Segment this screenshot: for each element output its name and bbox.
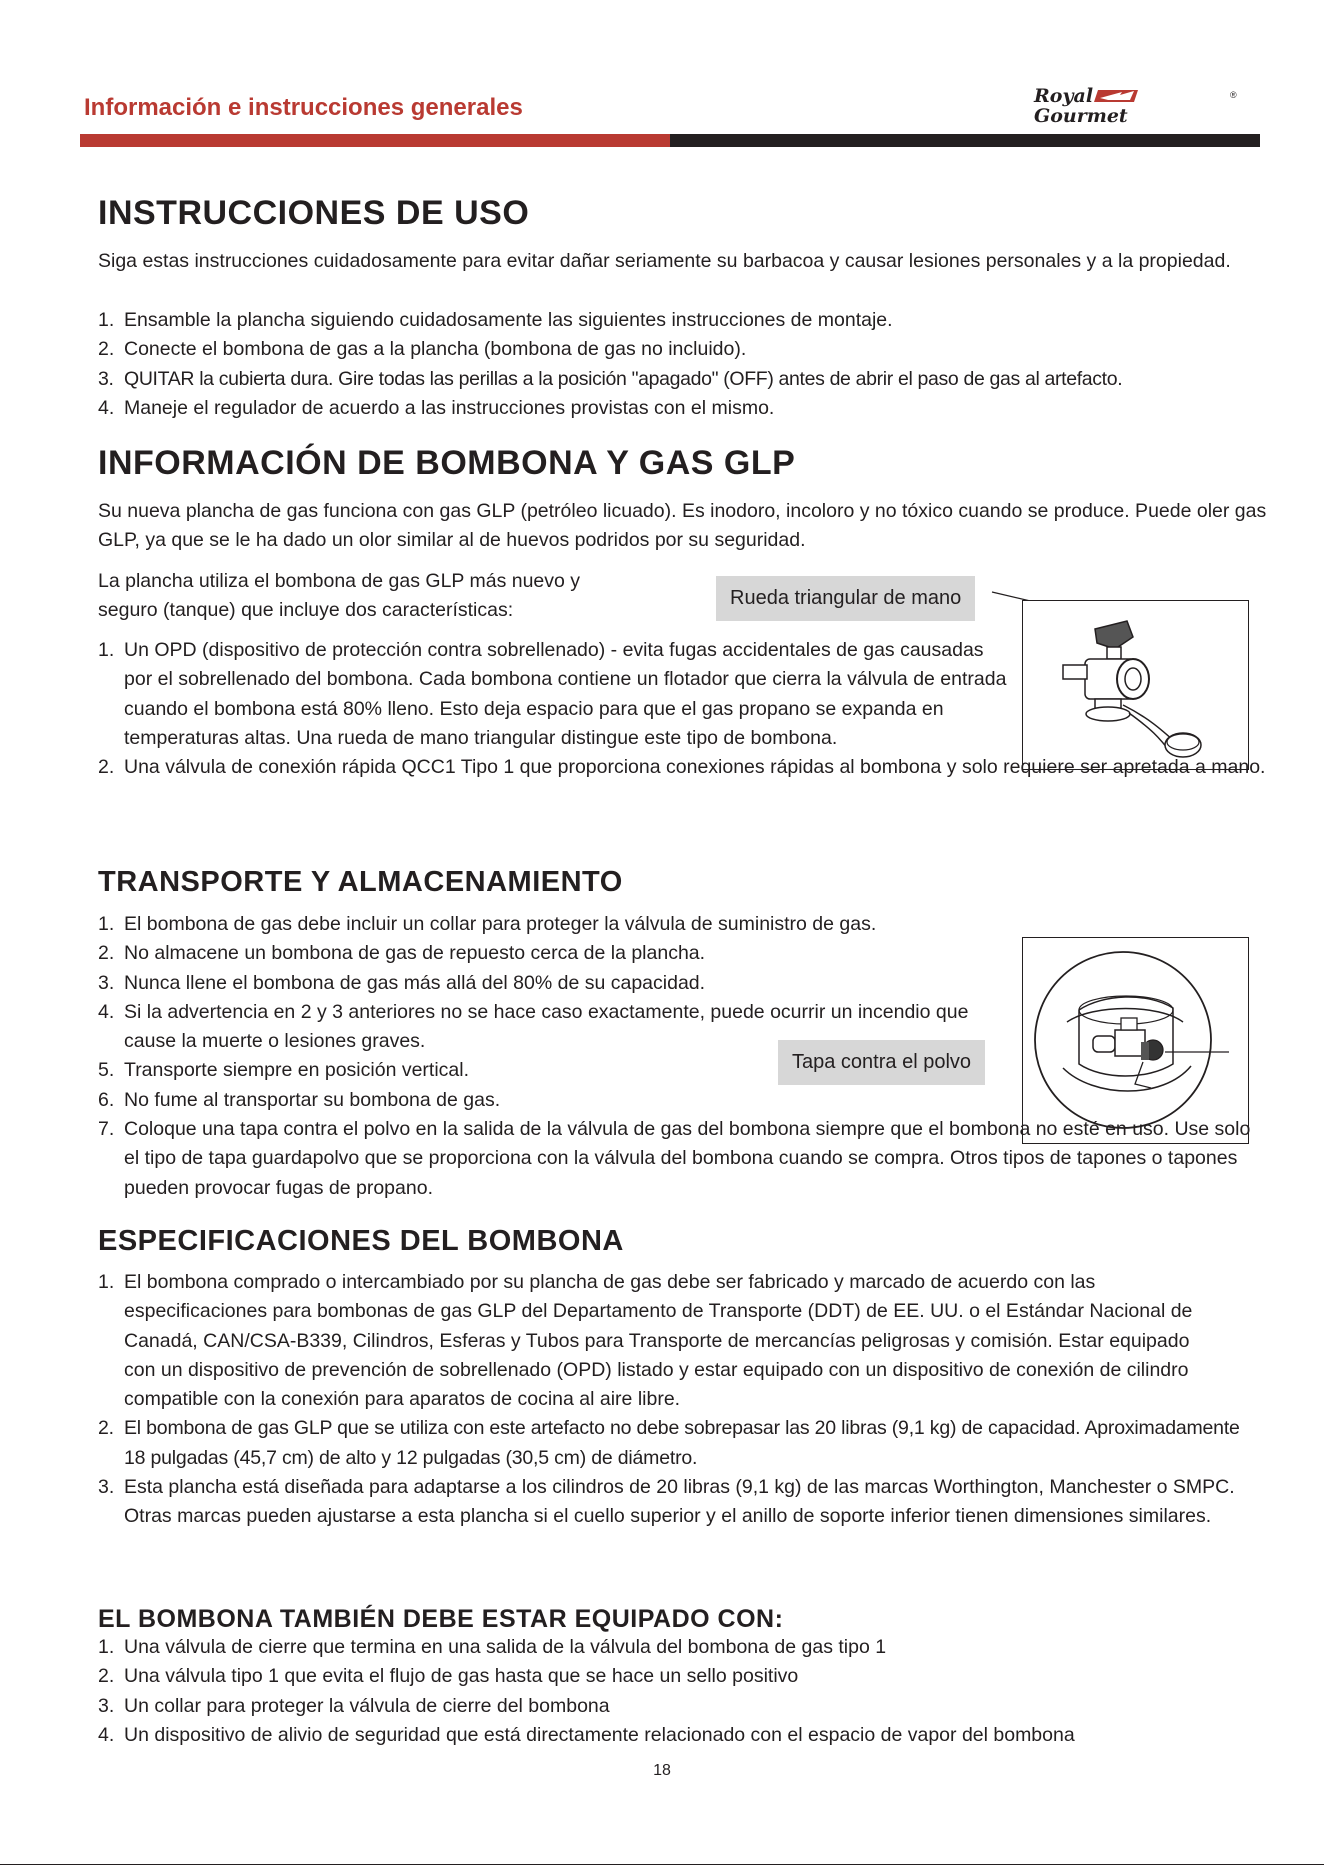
valve-handwheel-illustration	[1023, 601, 1248, 769]
callout-tapa-polvo: Tapa contra el polvo	[778, 1040, 985, 1085]
especificaciones-list	[98, 1268, 1258, 1532]
dust-cap-figure	[1022, 937, 1249, 1144]
header-bar-dark	[670, 134, 1260, 147]
royal-gourmet-logo	[1030, 86, 1250, 126]
list-item: 3. Nunca llene el bombona de gas más allá del 80% de su capacidad.	[98, 971, 706, 994]
list-item: 2. No almacene un bombona de gas de repuesto cerca de la plancha.	[98, 942, 706, 965]
list-item: 3. Un collar para proteger la válvula de cierre del bombona	[98, 1694, 610, 1717]
callout-rueda-triangular: Rueda triangular de mano	[716, 576, 975, 621]
page-number: 18	[653, 1762, 671, 1779]
list-item: 4. Un dispositivo de alivio de seguridad que está directamente relacionado con el espacio de vapor del bombona	[98, 1723, 1075, 1746]
list-item: 7. Coloque una tapa contra el polvo en la salida de la válvula de gas del bombona siempre que el bombona no esté en uso. Use solo el tipo de tapa guardapolvo que se proporciona con la válvula del bombona cuando se compra. Otros tipos de tapones o tapones pueden provocar fugas de propano.	[98, 1118, 1251, 1199]
section-heading-especificaciones: ESPECIFICACIONES DEL BOMBONA	[98, 1225, 624, 1257]
uso-list	[98, 306, 1278, 423]
header-bar-red	[80, 134, 670, 147]
list-item: 3. QUITAR la cubierta dura. Gire todas las perillas a la posición "apagado" (OFF) antes de abrir el paso de gas al artefacto.	[98, 367, 1123, 390]
glp-list	[98, 636, 1266, 782]
uso-intro: Siga estas instrucciones cuidadosamente para evitar dañar seriamente su barbacoa y causar lesiones personales y a la propiedad.	[98, 250, 1231, 272]
glp-intro: Su nueva plancha de gas funciona con gas GLP (petróleo licuado). Es inodoro, incoloro y no tóxico cuando se produce. Puede oler gas GLP, ya que se le ha dado un olor similar al de huevos podridos por su seguridad.	[98, 500, 1267, 552]
section-heading-glp: INFORMACIÓN DE BOMBONA Y GAS GLP	[98, 444, 796, 482]
list-item: 1. Un OPD (dispositivo de protección contra sobrellenado) - evita fugas accidentales de gas causadas por el sobrellenado del bombona. Cada bombona contiene un flotador que cierra la válvula de entrada cuando el bombona está 80% lleno. Esto deja espacio para que el gas propano se expanda en temperaturas altas. Una rueda de mano triangular distingue este tipo de bombona.	[98, 639, 1007, 749]
svg-text:®: ®	[1230, 90, 1237, 100]
list-item: 3. Esta plancha está diseñada para adaptarse a los cilindros de 20 libras (9,1 kg) de las marcas Worthington, Manchester o SMPC. Otras marcas pueden ajustarse a esta plancha si el cuello superior y el anillo de soporte inferior tienen dimensiones similares.	[98, 1476, 1235, 1528]
section-heading-transporte: TRANSPORTE Y ALMACENAMIENTO	[98, 866, 623, 898]
list-item: 5. Transporte siempre en posición vertical.	[98, 1059, 470, 1082]
list-item: 1. El bombona de gas debe incluir un collar para proteger la válvula de suministro de gas.	[98, 913, 877, 935]
list-item: 1. El bombona comprado o intercambiado por su plancha de gas debe ser fabricado y marcado de acuerdo con las especificaciones para bombonas de gas GLP del Departamento de Transporte (DDT) de EE. UU. o el Estándar Nacional de Canadá, CAN/CSA-B339, Cilindros, Esferas y Tubos para Transporte de mercancías peligrosas y comisión. Estar equipado con un dispositivo de prevención de sobrellenado (OPD) listado y estar equipado con un dispositivo de conexión de cilindro compatible con la conexión para aparatos de cocina al aire libre.	[98, 1271, 1193, 1411]
list-item: 2. Una válvula tipo 1 que evita el flujo de gas hasta que se hace un sello positivo	[98, 1665, 799, 1688]
valve-handwheel-figure	[1022, 600, 1249, 770]
list-item: 2. Conecte el bombona de gas a la plancha (bombona de gas no incluido).	[98, 338, 747, 361]
list-item: 4. Si la advertencia en 2 y 3 anteriores no se hace caso exactamente, puede ocurrir un incendio que cause la muerte o lesiones graves.	[98, 1000, 969, 1053]
equipado-list	[98, 1633, 1278, 1750]
section-heading-equipado: EL BOMBONA TAMBIÉN DEBE ESTAR EQUIPADO CON:	[98, 1605, 784, 1633]
section-heading-uso: INSTRUCCIONES DE USO	[98, 194, 530, 232]
list-item: 2. El bombona de gas GLP que se utiliza con este artefacto no debe sobrepasar las 20 libras (9,1 kg) de capacidad. Aproximadamente 18 pulgadas (45,7 cm) de alto y 12 pulgadas (30,5 cm) de diámetro.	[98, 1417, 1240, 1469]
transporte-list	[98, 910, 1251, 1203]
svg-text:Gourmet: Gourmet	[1034, 105, 1128, 126]
list-item: 1. Una válvula de cierre que termina en una salida de la válvula del bombona de gas tipo 1	[98, 1636, 887, 1658]
footer-rule	[0, 1864, 1324, 1865]
list-item: 4. Maneje el regulador de acuerdo a las instrucciones provistas con el mismo.	[98, 396, 775, 419]
list-item: 2. Una válvula de conexión rápida QCC1 Tipo 1 que proporciona conexiones rápidas al bombona y solo requiere ser apretada a mano.	[98, 756, 1266, 779]
svg-text:Royal: Royal	[1034, 86, 1094, 107]
list-item: 6. No fume al transportar su bombona de gas.	[98, 1088, 501, 1111]
dust-cap-illustration	[1023, 938, 1248, 1143]
header-title: Información e instrucciones generales	[84, 94, 523, 121]
glp-intro-features: La plancha utiliza el bombona de gas GLP más nuevo y seguro (tanque) que incluye dos características:	[98, 570, 581, 622]
list-item: 1. Ensamble la plancha siguiendo cuidadosamente las siguientes instrucciones de montaje.	[98, 309, 893, 331]
